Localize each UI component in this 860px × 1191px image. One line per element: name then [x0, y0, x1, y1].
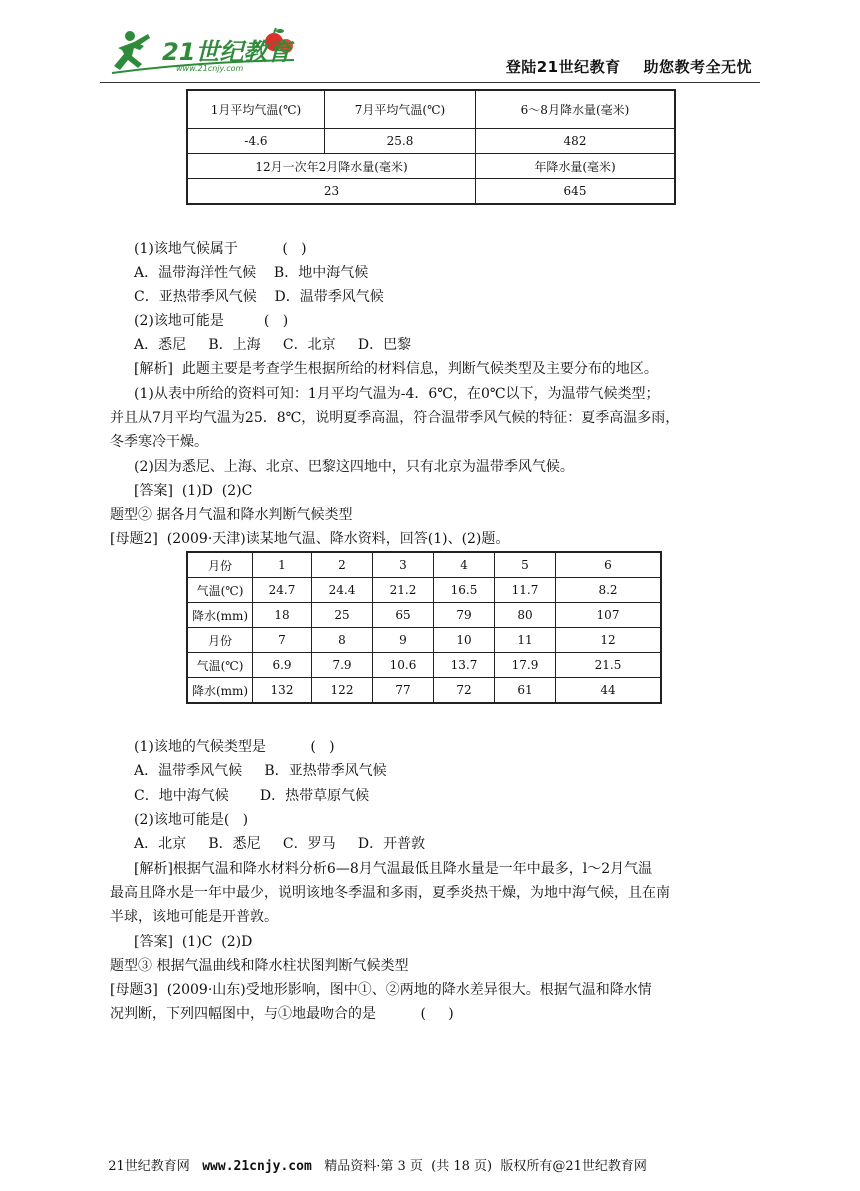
- table-cell: 16.5: [434, 578, 495, 603]
- table-cell: 10.6: [373, 653, 434, 678]
- table-cell: 降水(mm): [187, 603, 253, 628]
- table-cell: 24.4: [312, 578, 373, 603]
- table-cell: 24.7: [253, 578, 312, 603]
- table-cell: 降水(mm): [187, 678, 253, 704]
- table-cell: 6: [556, 552, 662, 578]
- table-cell: 气温(℃): [187, 578, 253, 603]
- table-cell: 107: [556, 603, 662, 628]
- logo-graphic: [104, 26, 304, 78]
- table-cell: 月份: [187, 552, 253, 578]
- header-slogan: 登陆21世纪教育 助您教考全无忧: [505, 58, 752, 76]
- table-cell: 77: [373, 678, 434, 704]
- options-1-1-ab: A．温带海洋性气候 B．地中海气候: [134, 265, 369, 281]
- analysis-1: [解析] 此题主要是考查学生根据所给的材料信息，判断气候类型及主要分布的地区。: [134, 361, 658, 377]
- table-cell: 7月平均气温(℃): [325, 90, 476, 129]
- analysis-2-c: 半球，该地可能是开普敦。: [110, 909, 278, 925]
- table-cell: 79: [434, 603, 495, 628]
- table-cell: 7: [253, 628, 312, 653]
- table-cell: 72: [434, 678, 495, 704]
- table-cell: 11: [495, 628, 556, 653]
- table-cell: 61: [495, 678, 556, 704]
- analysis-1-p1b: 并且从7月平均气温为25．8℃，说明夏季高温，符合温带季风气候的特征：夏季高温多雨，: [110, 410, 680, 426]
- table-cell: 4: [434, 552, 495, 578]
- type-3-title: 题型③ 根据气温曲线和降水柱状图判断气候类型: [110, 958, 409, 974]
- table-row: [187, 678, 661, 704]
- question-1-2: (2)该地可能是 ( ): [134, 313, 289, 329]
- mother-question-2: [母题2] (2009·天津)读某地气温、降水资料，回答(1)、(2)题。: [110, 531, 510, 547]
- table-row: [187, 653, 661, 678]
- answer-2: [答案] (1)C (2)D: [134, 934, 253, 950]
- page-footer: [100, 1140, 760, 1174]
- mother-question-3-a: [母题3] (2009·山东)受地形影响，图中①、②两地的降水差异很大。根据气温和降水情: [110, 982, 652, 998]
- options-2-1-cd: C．地中海气候 D．热带草原气候: [134, 788, 370, 804]
- logo-url: www.21cnjy.com: [176, 64, 244, 73]
- table-row: [187, 129, 675, 154]
- table-cell: 5: [495, 552, 556, 578]
- header-divider: [100, 82, 760, 83]
- site-logo: [104, 26, 304, 78]
- analysis-1-p1c: 冬季寒冷干燥。: [110, 434, 208, 450]
- table-row: [187, 90, 675, 129]
- table-cell: 80: [495, 603, 556, 628]
- table-cell: 8.2: [556, 578, 662, 603]
- table-cell: 132: [253, 678, 312, 704]
- table-cell: 18: [253, 603, 312, 628]
- table-cell: 9: [373, 628, 434, 653]
- table-cell: 6～8月降水量(毫米): [476, 90, 676, 129]
- table-row: [187, 603, 661, 628]
- analysis-1-p1a: (1)从表中所给的资料可知：1月平均气温为-4．6℃，在0℃以下，为温带气候类型；: [134, 386, 660, 402]
- options-2-1-ab: A．温带季风气候 B．亚热带季风气候: [134, 763, 387, 779]
- table-cell: 2: [312, 552, 373, 578]
- footer-url[interactable]: www.21cnjy.com: [202, 1159, 312, 1174]
- table-row: [187, 628, 661, 653]
- table-cell: 122: [312, 678, 373, 704]
- table-cell: 1: [253, 552, 312, 578]
- question-2-1: (1)该地的气候类型是 ( ): [134, 739, 335, 755]
- table-cell: 7.9: [312, 653, 373, 678]
- table-cell: 645: [476, 179, 676, 205]
- table-cell: 12月一次年2月降水量(毫米): [187, 154, 476, 179]
- table-cell: 44: [556, 678, 662, 704]
- table-cell: 21.5: [556, 653, 662, 678]
- analysis-2-b: 最高且降水是一年中最少，说明该地冬季温和多雨，夏季炎热干燥，为地中海气候，且在南: [110, 885, 670, 901]
- type-2-title: 题型② 据各月气温和降水判断气候类型: [110, 507, 353, 523]
- table-cell: 21.2: [373, 578, 434, 603]
- table-cell: 10: [434, 628, 495, 653]
- table-row: [187, 552, 661, 578]
- table-cell: 25.8: [325, 129, 476, 154]
- answer-1: [答案] (1)D (2)C: [134, 483, 253, 499]
- table-cell: 年降水量(毫米): [476, 154, 676, 179]
- table-cell: 482: [476, 129, 676, 154]
- footer-left: 21世纪教育网: [108, 1159, 203, 1174]
- logo-text: 21世纪教育: [162, 38, 292, 66]
- table-row: [187, 578, 661, 603]
- table-cell: 6.9: [253, 653, 312, 678]
- table-cell: 3: [373, 552, 434, 578]
- table-cell: 1月平均气温(℃): [187, 90, 325, 129]
- footer-right: 精品资料·第 3 页 (共 18 页) 版权所有@21世纪教育网: [311, 1159, 647, 1174]
- climate-table-1: [186, 89, 676, 205]
- table-cell: 8: [312, 628, 373, 653]
- page-header: [100, 22, 760, 82]
- table-cell: 12: [556, 628, 662, 653]
- climate-table-2: [186, 551, 662, 704]
- table-row: [187, 179, 675, 205]
- options-1-2: A．悉尼 B．上海 C．北京 D．巴黎: [134, 337, 412, 353]
- table-cell: 17.9: [495, 653, 556, 678]
- question-1-1: (1)该地气候属于 ( ): [134, 241, 307, 257]
- table-cell: 23: [187, 179, 476, 205]
- table-cell: 25: [312, 603, 373, 628]
- table-cell: 11.7: [495, 578, 556, 603]
- table-cell: 65: [373, 603, 434, 628]
- mother-question-3-b: 况判断，下列四幅图中，与①地最吻合的是 ( ): [110, 1006, 454, 1022]
- table-cell: 气温(℃): [187, 653, 253, 678]
- table-cell: -4.6: [187, 129, 325, 154]
- table-cell: 13.7: [434, 653, 495, 678]
- table-row: [187, 154, 675, 179]
- question-2-2: (2)该地可能是( ): [134, 812, 249, 828]
- options-2-2: A．北京 B．悉尼 C．罗马 D．开普敦: [134, 836, 426, 852]
- analysis-2-a: [解析]根据气温和降水材料分析6—8月气温最低且降水量是一年中最多，l～2月气温: [134, 861, 653, 877]
- table-cell: 月份: [187, 628, 253, 653]
- analysis-1-p2: (2)因为悉尼、上海、北京、巴黎这四地中，只有北京为温带季风气候。: [134, 459, 574, 475]
- options-1-1-cd: C．亚热带季风气候 D．温带季风气候: [134, 289, 384, 305]
